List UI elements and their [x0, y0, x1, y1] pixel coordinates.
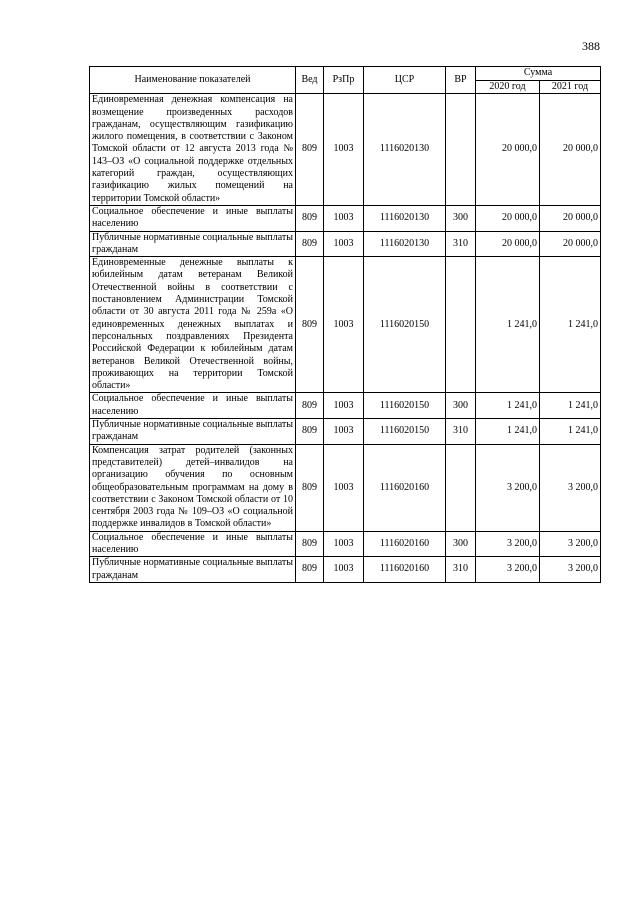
- row-csr: 1116020160: [364, 444, 446, 531]
- row-amount-2021: 20 000,0: [540, 231, 601, 257]
- row-vr: [446, 94, 476, 206]
- row-ved: 809: [296, 205, 324, 231]
- row-amount-2021: 20 000,0: [540, 205, 601, 231]
- row-vr: 300: [446, 205, 476, 231]
- row-amount-2020: 20 000,0: [476, 205, 540, 231]
- row-name: Социальное обеспечение и иные выплаты населению: [90, 205, 296, 231]
- row-vr: 310: [446, 419, 476, 445]
- table-row: [90, 419, 601, 445]
- row-ved: 809: [296, 393, 324, 419]
- row-vr: 310: [446, 557, 476, 583]
- header-year-2021: 2021 год: [540, 81, 601, 94]
- row-csr: 1116020150: [364, 257, 446, 393]
- row-rzpr: 1003: [324, 531, 364, 557]
- header-vr: ВР: [446, 67, 476, 94]
- row-amount-2020: 1 241,0: [476, 257, 540, 393]
- row-csr: 1116020130: [364, 231, 446, 257]
- row-csr: 1116020150: [364, 419, 446, 445]
- row-name: Социальное обеспечение и иные выплаты населению: [90, 531, 296, 557]
- table-row: [90, 205, 601, 231]
- row-amount-2021: 20 000,0: [540, 94, 601, 206]
- row-csr: 1116020160: [364, 531, 446, 557]
- row-ved: 809: [296, 94, 324, 206]
- row-rzpr: 1003: [324, 257, 364, 393]
- row-vr: [446, 257, 476, 393]
- row-ved: 809: [296, 557, 324, 583]
- row-ved: 809: [296, 444, 324, 531]
- table-row: [90, 444, 601, 531]
- row-vr: 310: [446, 231, 476, 257]
- table-row: [90, 94, 601, 206]
- table-row: [90, 257, 601, 393]
- row-amount-2021: 1 241,0: [540, 419, 601, 445]
- row-amount-2020: 1 241,0: [476, 393, 540, 419]
- table-body: [90, 94, 601, 583]
- row-name: Единовременная денежная компенсация на возмещение произведенных расходов гражданам, осуществляющим газификацию жилого помещения, в соответствии с Законом Томской области от 12 августа 2013 года № 143–ОЗ «О социальной поддержке отдельных категорий граждан, осуществляющих газификацию жилых помещений на территории Томской области»: [90, 94, 296, 206]
- row-amount-2021: 3 200,0: [540, 444, 601, 531]
- table-row: [90, 231, 601, 257]
- row-amount-2020: 20 000,0: [476, 231, 540, 257]
- row-rzpr: 1003: [324, 419, 364, 445]
- row-vr: [446, 444, 476, 531]
- row-amount-2020: 3 200,0: [476, 531, 540, 557]
- row-amount-2021: 1 241,0: [540, 257, 601, 393]
- row-ved: 809: [296, 419, 324, 445]
- row-csr: 1116020130: [364, 94, 446, 206]
- row-csr: 1116020130: [364, 205, 446, 231]
- page-number: 388: [582, 39, 600, 53]
- header-sum: Сумма: [476, 67, 601, 81]
- row-amount-2021: 1 241,0: [540, 393, 601, 419]
- row-amount-2020: 20 000,0: [476, 94, 540, 206]
- row-name: Публичные нормативные социальные выплаты гражданам: [90, 231, 296, 257]
- row-rzpr: 1003: [324, 444, 364, 531]
- row-rzpr: 1003: [324, 231, 364, 257]
- header-rzpr: РзПр: [324, 67, 364, 94]
- row-rzpr: 1003: [324, 393, 364, 419]
- header-ved: Вед: [296, 67, 324, 94]
- row-ved: 809: [296, 231, 324, 257]
- row-rzpr: 1003: [324, 94, 364, 206]
- table-row: [90, 557, 601, 583]
- row-ved: 809: [296, 531, 324, 557]
- row-rzpr: 1003: [324, 205, 364, 231]
- table-header: [90, 67, 601, 94]
- row-csr: 1116020150: [364, 393, 446, 419]
- header-year-2020: 2020 год: [476, 81, 540, 94]
- row-rzpr: 1003: [324, 557, 364, 583]
- row-amount-2021: 3 200,0: [540, 557, 601, 583]
- table-row: [90, 531, 601, 557]
- row-amount-2020: 3 200,0: [476, 444, 540, 531]
- header-csr: ЦСР: [364, 67, 446, 94]
- row-vr: 300: [446, 531, 476, 557]
- budget-table: [89, 66, 601, 583]
- row-amount-2020: 3 200,0: [476, 557, 540, 583]
- row-amount-2021: 3 200,0: [540, 531, 601, 557]
- row-amount-2020: 1 241,0: [476, 419, 540, 445]
- row-name: Компенсация затрат родителей (законных представителей) детей–инвалидов на организацию обучения по основным общеобразовательным программам на дому в соответствии с Законом Томской области от 10 сентября 2003 года № 109–ОЗ «О социальной поддержке инвалидов в Томской области»: [90, 444, 296, 531]
- row-name: Социальное обеспечение и иные выплаты населению: [90, 393, 296, 419]
- row-ved: 809: [296, 257, 324, 393]
- row-name: Единовременные денежные выплаты к юбилейным датам ветеранам Великой Отечественной войны в соответствии с постановлением Администрации Томской области от 30 августа 2011 года № 259а «О единовременных денежных выплатах и персональных поздравлениях Президента Российской Федерации к юбилейным датам ветеранов Великой Отечественной войны, проживающих на территории Томской области»: [90, 257, 296, 393]
- row-vr: 300: [446, 393, 476, 419]
- header-name: Наименование показателей: [90, 67, 296, 94]
- row-name: Публичные нормативные социальные выплаты гражданам: [90, 557, 296, 583]
- table-row: [90, 393, 601, 419]
- row-name: Публичные нормативные социальные выплаты гражданам: [90, 419, 296, 445]
- row-csr: 1116020160: [364, 557, 446, 583]
